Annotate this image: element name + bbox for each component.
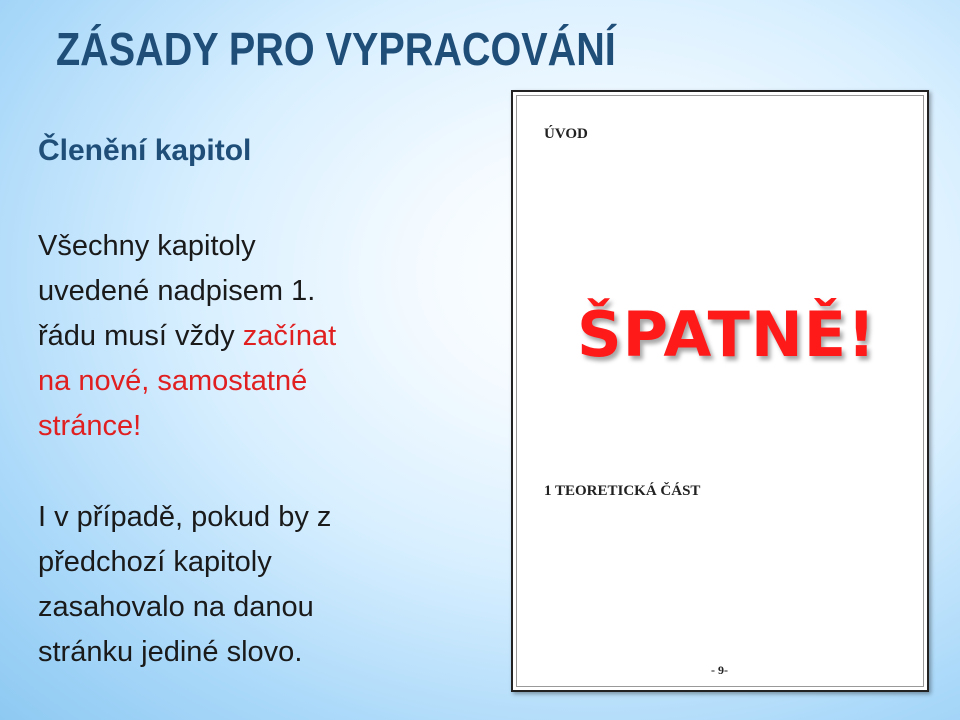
rule-line-3-highlight: začínat [242, 320, 337, 352]
note-paragraph [38, 495, 331, 675]
page-frame [516, 95, 924, 687]
rule-line-3-normal: řádu musí vždy [38, 320, 243, 352]
section-subtitle: Členění kapitol [38, 134, 252, 167]
note-line-1: I v případě, pokud by z [38, 501, 332, 533]
doc-heading-chapter: 1 TEORETICKÁ ČÁST [544, 483, 701, 499]
rule-line-3 [38, 314, 336, 359]
note-line-4: stránku jediné slovo. [38, 636, 303, 668]
rule-line-2: uvedené nadpisem 1. [38, 275, 316, 307]
wrong-stamp: ŠPATNĚ! [577, 298, 877, 371]
rule-line-1: Všechny kapitoly [38, 230, 256, 262]
slide-title: ZÁSADY PRO VYPRACOVÁNÍ [56, 23, 616, 75]
doc-heading-intro: ÚVOD [544, 126, 588, 142]
rule-line-4-highlight: na nové, samostatné [38, 365, 308, 397]
document-page-example [511, 90, 929, 692]
note-line-3: zasahovalo na danou [38, 591, 314, 623]
rule-paragraph [38, 224, 336, 449]
doc-page-number: - 9- [711, 663, 728, 677]
rule-line-5-highlight: stránce! [38, 410, 142, 442]
note-line-2: předchozí kapitoly [38, 546, 272, 578]
